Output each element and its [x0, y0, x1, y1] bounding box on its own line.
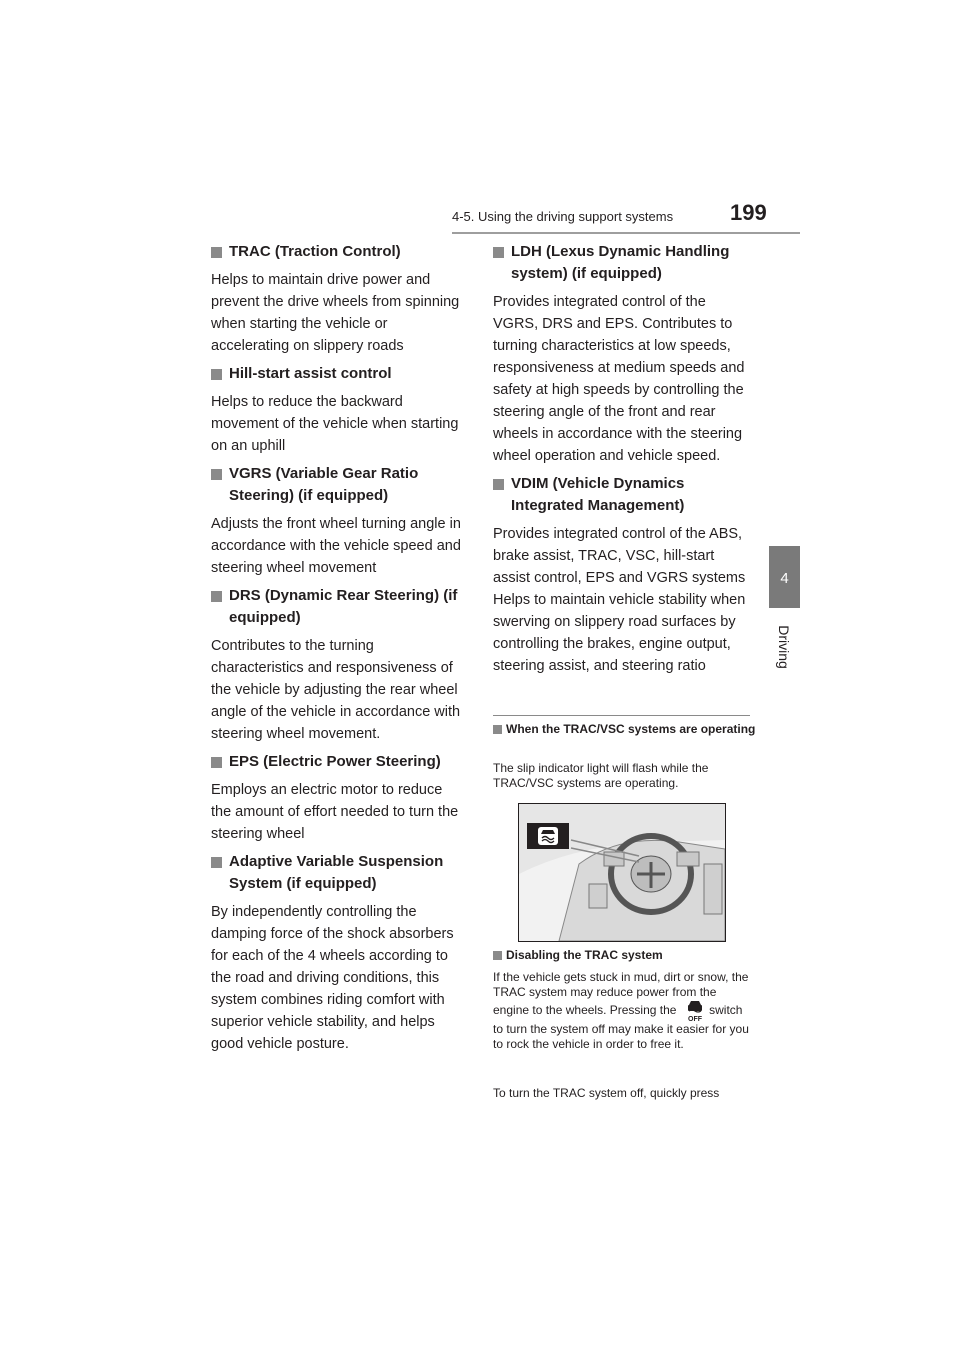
square-bullet-icon: [211, 247, 222, 258]
dashboard-illustration: [518, 803, 726, 942]
off-label: OFF: [687, 1016, 702, 1022]
section-heading: VGRS (Variable Gear Ratio Steering) (if equipped): [211, 463, 463, 507]
chapter-tab: [769, 546, 800, 608]
section-heading: LDH (Lexus Dynamic Handling system) (if equipped): [493, 241, 750, 285]
section-heading: EPS (Electric Power Steering): [211, 751, 463, 773]
section-body: Helps to maintain vehicle stability when swerving on slippery road surfaces by controlling the brakes, engine output, steering assist, and steering ratio: [493, 592, 746, 674]
dashboard-illustration-drawing: [519, 804, 725, 941]
chapter-number: 4: [780, 570, 789, 587]
section-heading: Hill-start assist control: [211, 363, 463, 385]
square-bullet-icon: [211, 591, 222, 602]
square-bullet-icon: [493, 951, 502, 960]
section-heading: TRAC (Traction Control): [211, 241, 463, 263]
note-body: To turn the TRAC system off, quickly press: [493, 1086, 720, 1100]
section-body: Provides integrated control of the ABS, brake assist, TRAC, VSC, hill-start assist control, EPS and VGRS systems: [493, 526, 746, 586]
chapter-label: [775, 617, 793, 677]
square-bullet-icon: [493, 479, 504, 490]
page-number: 199: [730, 200, 767, 225]
section-body: Helps to maintain drive power and prevent the drive wheels from spinning when starting the vehicle or accelerating on slippery roads: [211, 272, 460, 354]
section-heading: VDIM (Vehicle Dynamics Integrated Management): [493, 473, 750, 517]
section-heading: Adaptive Variable Suspension System (if equipped): [211, 851, 463, 895]
square-bullet-icon: [211, 857, 222, 868]
right-column: [493, 241, 750, 683]
chapter-label-text: Driving: [776, 625, 792, 669]
left-column: [211, 241, 463, 1061]
section-title: 4-5. Using the driving support systems: [452, 209, 674, 224]
square-bullet-icon: [493, 247, 504, 258]
section-body: Employs an electric motor to reduce the amount of effort needed to turn the steering wheel: [211, 782, 459, 842]
square-bullet-icon: [211, 757, 222, 768]
section-body: Contributes to the turning characteristics and responsiveness of the vehicle by adjusting the rear wheel angle of the vehicle in accordance with steering wheel movement.: [211, 638, 461, 742]
square-bullet-icon: [493, 725, 502, 734]
note-body: The slip indicator light will flash while the TRAC/VSC systems are operating.: [493, 761, 709, 790]
header-divider: [452, 232, 800, 234]
note-body-text: If the vehicle gets stuck in mud, dirt or snow, the TRAC system may reduce power from the engine to the wheels. Pressing the: [493, 970, 749, 1017]
note-body: [493, 970, 750, 1052]
vsc-off-switch-icon: [684, 1000, 706, 1022]
section-body: Adjusts the front wheel turning angle in accordance with the vehicle speed and steering wheel movement: [211, 516, 461, 576]
note-heading: Disabling the TRAC system: [493, 948, 763, 963]
note-body-text: switch to turn the system off may make it easier for you to rock the vehicle in order to free it.: [493, 1003, 749, 1051]
square-bullet-icon: [211, 469, 222, 480]
section-body: By independently controlling the damping force of the shock absorbers for each of the 4 wheels according to the road and driving conditions, this system combines riding comfort with superior vehicle stability, and helps good vehicle posture.: [211, 904, 454, 1052]
section-body: Helps to reduce the backward movement of the vehicle when starting on an uphill: [211, 394, 459, 454]
square-bullet-icon: [211, 369, 222, 380]
section-heading: DRS (Dynamic Rear Steering) (if equipped): [211, 585, 463, 629]
notes-divider: [493, 715, 750, 716]
section-body: Provides integrated control of the VGRS, DRS and EPS. Contributes to turning characteristics at low speeds, responsiveness at medium speeds and safety at high speeds by controlling the steering angle of the front and rear wheels in accordance with the steering wheel operation and vehicle speed.: [493, 294, 745, 464]
note-heading: When the TRAC/VSC systems are operating: [493, 722, 763, 737]
